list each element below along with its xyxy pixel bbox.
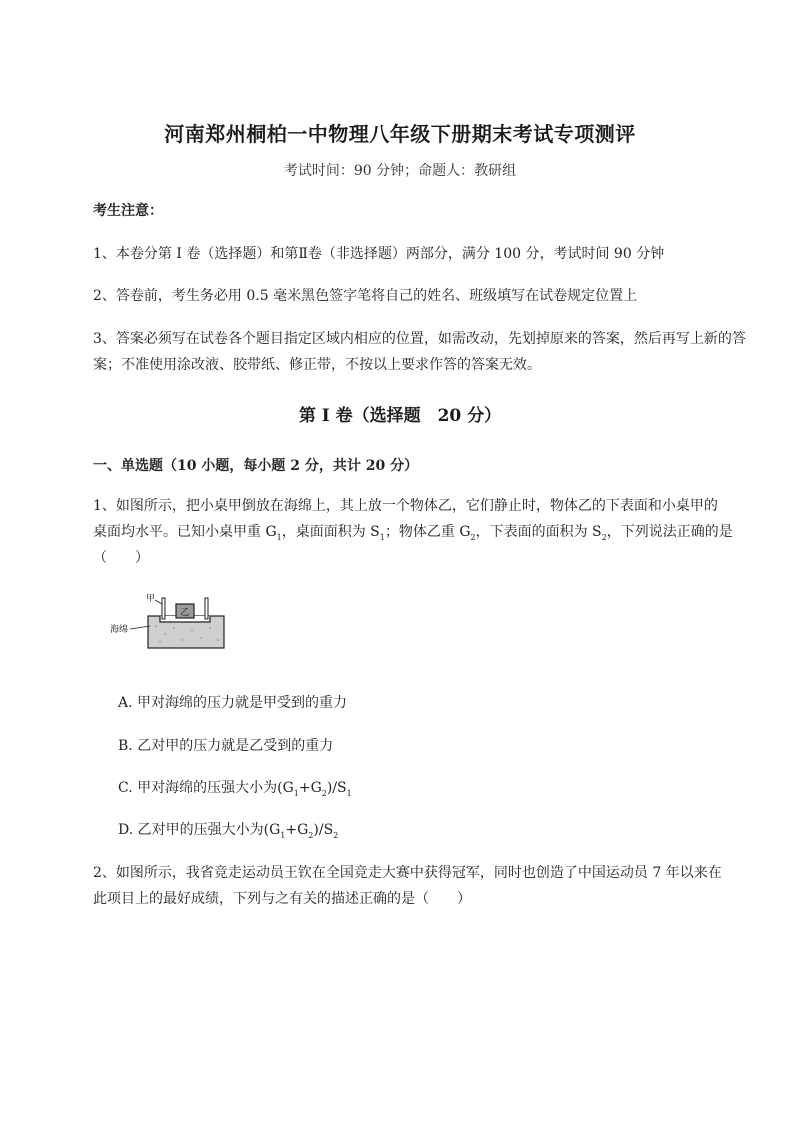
- question-1-blank: （ ）: [93, 550, 149, 566]
- table-on-sponge-figure: [110, 592, 230, 654]
- page-title: 河南郑州桐柏一中物理八年级下册期末考试专项测评: [164, 122, 636, 146]
- option-d[interactable]: D. 乙对甲的压强大小为$(G_1+G_2)/S_2$: [118, 822, 339, 840]
- svg-text:乙: 乙: [180, 608, 190, 618]
- notice-item-1: 1、本卷分第 I 卷（选择题）和第Ⅱ卷（非选择题）两部分，满分 100 分，考试时间 90 分钟: [93, 246, 665, 262]
- option-c[interactable]: C. 甲对海绵的压强大小为$(G_1+G_2)/S_1$: [118, 780, 352, 798]
- section-title: 第 I 卷（选择题 20 分）: [298, 406, 502, 426]
- exam-info: 考试时间：90 分钟；命题人：教研组: [283, 163, 517, 179]
- option-a[interactable]: A. 甲对海绵的压力就是甲受到的重力: [118, 695, 348, 711]
- svg-text:甲: 甲: [146, 594, 156, 604]
- notice-heading: 考生注意：: [93, 203, 163, 219]
- question-2-line-1: 2、如图所示，我省竞走运动员王钦在全国竞走大赛中获得冠军，同时也创造了中国运动员 7 年以来在: [93, 865, 722, 881]
- question-1-stem-line-1: 1、如图所示，把小桌甲倒放在海绵上，其上放一个物体乙，它们静止时，物体乙的下表面和小桌甲的: [93, 498, 718, 514]
- notice-item-2: 2、答卷前，考生务必用 0.5 毫米黑色签字笔将自己的姓名、班级填写在试卷规定位置上: [93, 288, 638, 304]
- part-heading: 一、单选题（10 小题，每小题 2 分，共计 20 分）: [93, 458, 419, 474]
- question-2-line-2: 此项目上的最好成绩，下列与之有关的描述正确的是（ ）: [93, 891, 471, 907]
- notice-item-3: 3、答案必须写在试卷各个题目指定区域内相应的位置，如需改动，先划掉原来的答案，然后再写上新的答案；不准使用涂改液、胶带纸、修正带，不按以上要求作答的答案无效。: [93, 331, 746, 373]
- option-b[interactable]: B. 乙对甲的压力就是乙受到的重力: [118, 738, 334, 754]
- question-1-stem-line-2: 桌面均水平。已知小桌甲重 $G_1$，桌面面积为 $S_1$；物体乙重 $G_2$，下表面的面积为 $S_2$，下列说法正确的是: [93, 524, 733, 542]
- svg-text:海绵: 海绵: [110, 625, 129, 635]
